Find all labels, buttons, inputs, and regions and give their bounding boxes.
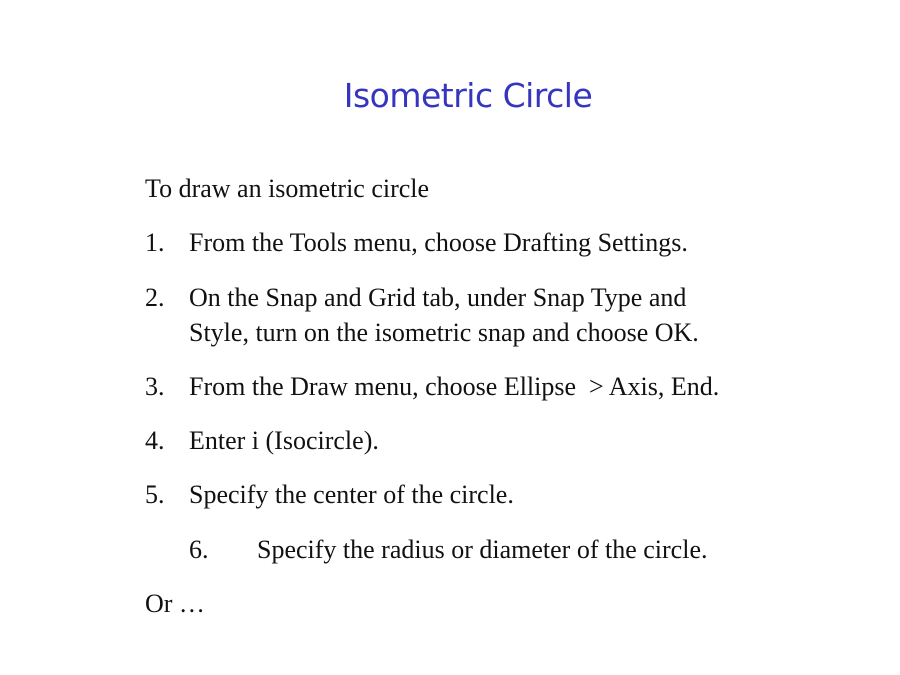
- slide-title: Isometric Circle: [343, 76, 593, 115]
- step-text: From the Draw menu, choose Ellipse > Axis, End.: [189, 372, 720, 401]
- step-number: 6.: [189, 535, 209, 564]
- step-6: [189, 533, 829, 567]
- step-text: Specify the radius or diameter of the circle.: [257, 535, 708, 564]
- step-text: Enter i (Isocircle).: [189, 426, 379, 455]
- step-text: On the Snap and Grid tab, under Snap Type and: [189, 283, 687, 312]
- step-number: 3.: [145, 372, 165, 401]
- step-number: 5.: [145, 480, 165, 509]
- step-3: [145, 370, 845, 404]
- outro-text: Or …: [145, 589, 205, 618]
- step-4: [145, 424, 845, 458]
- step-text: From the Tools menu, choose Drafting Settings.: [189, 228, 688, 257]
- step-5: [145, 478, 845, 512]
- step-1: [145, 226, 845, 260]
- step-text: Specify the center of the circle.: [189, 480, 514, 509]
- step-number: 4.: [145, 426, 165, 455]
- step-text-continued: Style, turn on the isometric snap and choose OK.: [189, 318, 699, 347]
- step-number: 2.: [145, 283, 165, 312]
- intro-text: To draw an isometric circle: [145, 174, 430, 203]
- step-number: 1.: [145, 228, 165, 257]
- step-2: [145, 281, 845, 351]
